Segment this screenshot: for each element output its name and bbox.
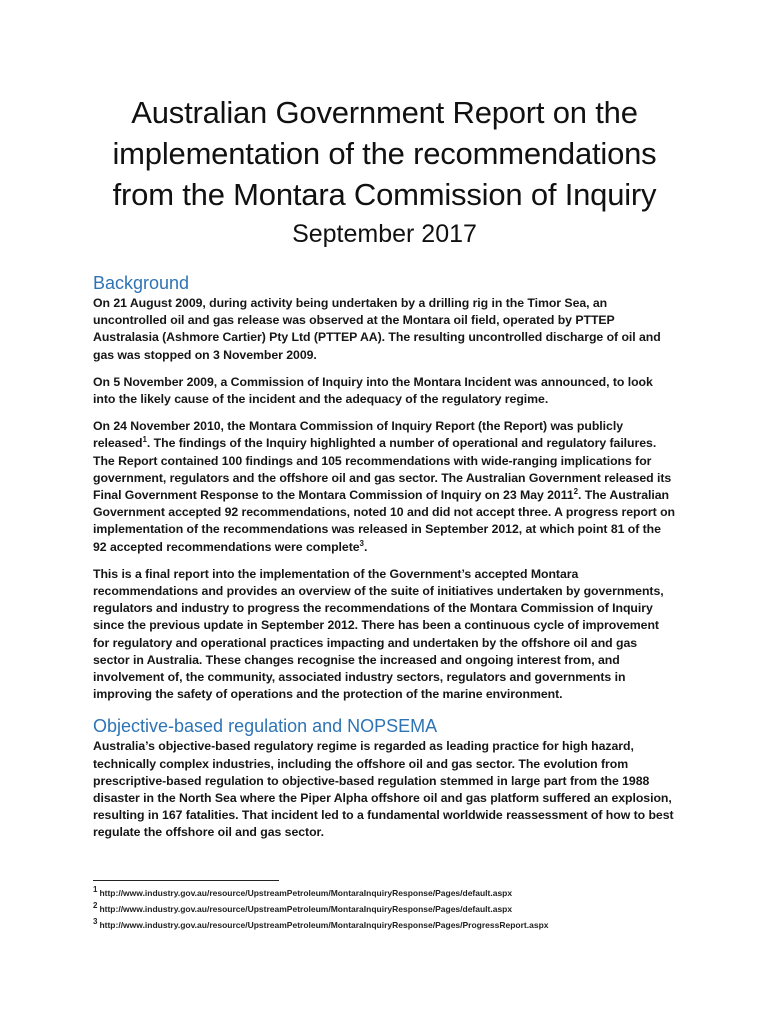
paragraph-3-text-a: On 24 November 2010, the Montara Commission of Inquiry Report (the Report) was publicly released [93,419,623,451]
footnotes [93,885,693,933]
footnote-link[interactable]: http://www.industry.gov.au/resource/UpstreamPetroleum/MontaraInquiryResponse/Pages/ProgressReport.aspx [99,920,549,930]
document-date: September 2017 [292,220,477,248]
background-paragraph-1: On 21 August 2009, during activity being undertaken by a drilling rig in the Timor Sea, an uncontrolled oil and gas release was observed at the Montara oil field, operated by PTTEP Australasia (Ashmore Cartier) Pty Ltd (PTTEP AA). The resulting uncontrolled discharge of oil and gas was stopped on 3 November 2009. [93,296,661,362]
background-paragraph-4: This is a final report into the implementation of the Government’s accepted Montara recommendations and provides an overview of the suite of initiatives undertaken by governments, regulators and industry to progress the recommendations of the Montara Commission of Inquiry since the previous update in September 2012. There has been a continuous cycle of improvement for regulatory and operational practices impacting and undertaken by the offshore oil and gas sector in Australia. These changes recognise the increased and ongoing interest from, and involvement of, the community, associated industry sectors, regulators and governments in improving the safety of operations and the protection of the marine environment. [93,566,664,702]
background-heading: Background [93,273,190,293]
paragraph-3-text-c: . The Australian Government accepted 92 recommendations, noted 10 and did not accept three. A progress report on implementation of the recommendations was released in September 2012, at which point 81 of the 92 accepted recommendations were complete [93,488,675,554]
footnote-number: 3 [93,917,98,927]
document-title [93,92,676,215]
footnote-number: 2 [93,901,98,911]
objective-regulation-heading: Objective-based regulation and NOPSEMA [93,716,438,737]
footnote-link[interactable]: http://www.industry.gov.au/resource/UpstreamPetroleum/MontaraInquiryResponse/Pages/default.aspx [99,904,513,914]
footnote-link[interactable]: http://www.industry.gov.au/resource/UpstreamPetroleum/MontaraInquiryResponse/Pages/default.aspx [99,888,513,898]
paragraph-3-text-b: . The findings of the Inquiry highlighted a number of operational and regulatory failures. The Report contained 100 findings and 105 recommendations with wide-ranging implications for government, regulators and the offshore oil and gas sector. The Australian Government released its Final Government Response to the Montara Commission of Inquiry on 23 May 2011 [93,436,672,503]
objective-paragraph-1: Australia’s objective-based regulatory regime is regarded as leading practice for high hazard, technically complex industries, including the offshore oil and gas sector. The evolution from prescriptive-based regulation to objective-based regulation stemmed in large part from the 1988 disaster in the North Sea where the Piper Alpha offshore oil and gas platform suffered an explosion, resulting in 167 fatalities. That incident led to a fundamental worldwide reassessment of how to best regulate the offshore oil and gas sector. [93,739,674,840]
footnote-2 [93,901,693,917]
footnote-number: 1 [93,885,98,895]
footnote-1 [93,885,693,901]
footnote-ref-3[interactable]: 3 [359,538,364,548]
footnote-ref-1[interactable]: 1 [142,435,147,445]
footnote-3 [93,917,693,933]
footnote-separator [93,880,279,881]
title-line-3: from the Montara Commission of Inquiry [112,177,657,212]
footnote-ref-2[interactable]: 2 [573,486,579,496]
title-line-2: implementation of the recommendations [112,136,657,171]
background-paragraph-3 [93,418,676,556]
title-line-1: Australian Government Report on the [131,95,638,130]
paragraph-3-text-d: . [363,539,368,554]
background-paragraph-2: On 5 November 2009, a Commission of Inquiry into the Montara Incident was announced, to look into the likely cause of the incident and the adequacy of the regulatory regime. [93,374,653,407]
